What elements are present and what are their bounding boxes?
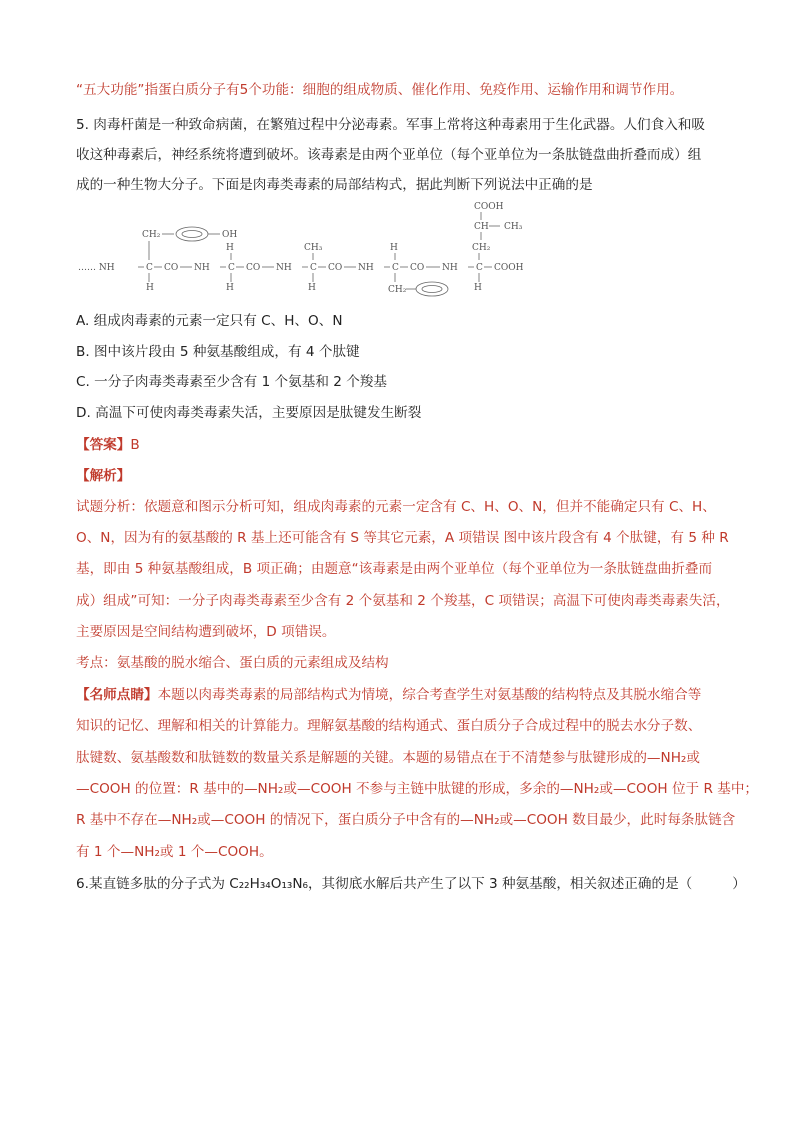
r4-benzene-ring — [416, 282, 448, 296]
analysis-line-5: 主要原因是空间结构遭到破坏，D 项错误。 — [76, 624, 336, 640]
r5-ch3: CH₃ — [504, 222, 523, 232]
r5-ch2: CH₂ — [472, 243, 491, 253]
chain-nh-4: NH — [442, 263, 458, 273]
chain-cooh: COOH — [494, 263, 524, 273]
intro-text-1: “五大功能”指蛋白质分子有 — [76, 82, 240, 98]
chain-co-3: CO — [328, 263, 343, 273]
q5-answer-line — [76, 435, 736, 455]
q6-stem-text: 6.某直链多肽的分子式为 C₂₂H₃₄O₁₃N₆，其彻底水解后共产生了以下 3 种氨基酸，相关叙述正确的是（ — [76, 876, 693, 892]
q6-stem — [76, 874, 746, 894]
chain-co-2: CO — [246, 263, 261, 273]
q5-stem-line-2: 收这种毒素后，神经系统将遭到破坏。该毒素是由两个亚单位（每个亚单位为一条肽链盘曲折叠而成）组 — [76, 147, 702, 163]
answer-label: 【答案】 — [76, 437, 131, 453]
chain-nh-3: NH — [358, 263, 374, 273]
teacher-line-2: 知识的记忆、理解和相关的计算能力。理解氨基酸的结构通式、蛋白质分子合成过程中的脱去水分子数、 — [76, 718, 702, 734]
r5-ch: CH — [474, 222, 489, 232]
r3-ch3: CH₃ — [304, 243, 323, 253]
intro-text-2: 个功能：细胞的组成物质、催化作用、免疫作用、运输作用和调节作用。 — [248, 82, 684, 98]
q5-option-a: A. 组成肉毒素的元素一定只有 C、H、O、N — [76, 313, 343, 329]
r5-cooh: COOH — [474, 202, 504, 212]
chain-c-2: C — [228, 263, 235, 273]
r4-ch2: CH₂ — [388, 285, 407, 295]
q5-stem-line-3: 成的一种生物大分子。下面是肉毒类毒素的局部结构式，据此判断下列说法中正确的是 — [76, 177, 593, 193]
teacher-line-5: R 基中不存在—NH₂或—COOH 的情况下，蛋白质分子中含有的—NH₂或—COOH 数目最少，此时每条肽链含 — [76, 812, 736, 828]
r1-h: H — [146, 283, 154, 293]
teacher-text-1: 本题以肉毒类毒素的局部结构式为情境，综合考查学生对氨基酸的结构特点及其脱水缩合等 — [157, 687, 702, 703]
r1-oh: OH — [222, 230, 238, 240]
peptide-structure-diagram — [76, 200, 546, 300]
r2-h-bottom: H — [226, 283, 234, 293]
analysis-line-2: O、N，因为有的氨基酸的 R 基上还可能含有 S 等其它元素，A 项错误 图中该片段含有 4 个肽键，有 5 种 R — [76, 530, 729, 546]
analysis-line-3: 基，即由 5 种氨基酸组成，B 项正确；由题意“该毒素是由两个亚单位（每个亚单位为一条肽链盘曲折叠而 — [76, 561, 713, 577]
chain-c-4: C — [392, 263, 399, 273]
analysis-label: 【解析】 — [76, 468, 131, 484]
chain-c-3: C — [310, 263, 317, 273]
q6-stem-end: ） — [732, 876, 746, 892]
answer-value: B — [130, 437, 140, 453]
teacher-line-4: —COOH 的位置：R 基中的—NH₂或—COOH 不参与主链中肽键的形成，多余的—NH₂或—COOH 位于 R 基中； — [76, 781, 759, 797]
chain-nh-1: NH — [194, 263, 210, 273]
intro-line — [76, 80, 736, 100]
q5-option-c: C. 一分子肉毒类毒素至少含有 1 个氨基和 2 个羧基 — [76, 374, 387, 390]
chain-c-5: C — [476, 263, 483, 273]
chain-co-4: CO — [410, 263, 425, 273]
chain-start: …… NH — [78, 263, 115, 273]
r2-h-top: H — [226, 243, 234, 253]
kaodian-line: 考点：氨基酸的脱水缩合、蛋白质的元素组成及结构 — [76, 655, 389, 671]
q5-option-d: D. 高温下可使肉毒类毒素失活，主要原因是肽键发生断裂 — [76, 405, 422, 421]
teacher-line-6: 有 1 个—NH₂或 1 个—COOH。 — [76, 844, 273, 860]
r3-h: H — [308, 283, 316, 293]
analysis-line-1: 试题分析：依题意和图示分析可知，组成肉毒素的元素一定含有 C、H、O、N，但并不能确定只有 C、H、 — [76, 499, 716, 515]
r4-h: H — [390, 243, 398, 253]
intro-number: 5 — [239, 82, 249, 98]
chain-co-1: CO — [164, 263, 179, 273]
teacher-line-3: 肽键数、氨基酸数和肽链数的数量关系是解题的关键。本题的易错点在于不清楚参与肽键形成的—NH₂或 — [76, 750, 700, 766]
r5-h: H — [474, 283, 482, 293]
r1-ch2: CH₂ — [142, 230, 161, 240]
q5-stem-line-1: 5. 肉毒杆菌是一种致命病菌，在繁殖过程中分泌毒素。军事上常将这种毒素用于生化武器。人们食入和吸 — [76, 117, 706, 133]
q5-option-b: B. 图中该片段由 5 种氨基酸组成，有 4 个肽键 — [76, 344, 360, 360]
chain-nh-2: NH — [276, 263, 292, 273]
analysis-line-4: 成）组成”可知：一分子肉毒类毒素至少含有 2 个氨基和 2 个羧基，C 项错误；高温下可使肉毒类毒素失活， — [76, 593, 730, 609]
chain-c-1: C — [146, 263, 153, 273]
r1-benzene-ring — [176, 227, 208, 241]
teacher-label: 【名师点睛】 — [76, 687, 158, 703]
teacher-line-1 — [76, 685, 736, 705]
